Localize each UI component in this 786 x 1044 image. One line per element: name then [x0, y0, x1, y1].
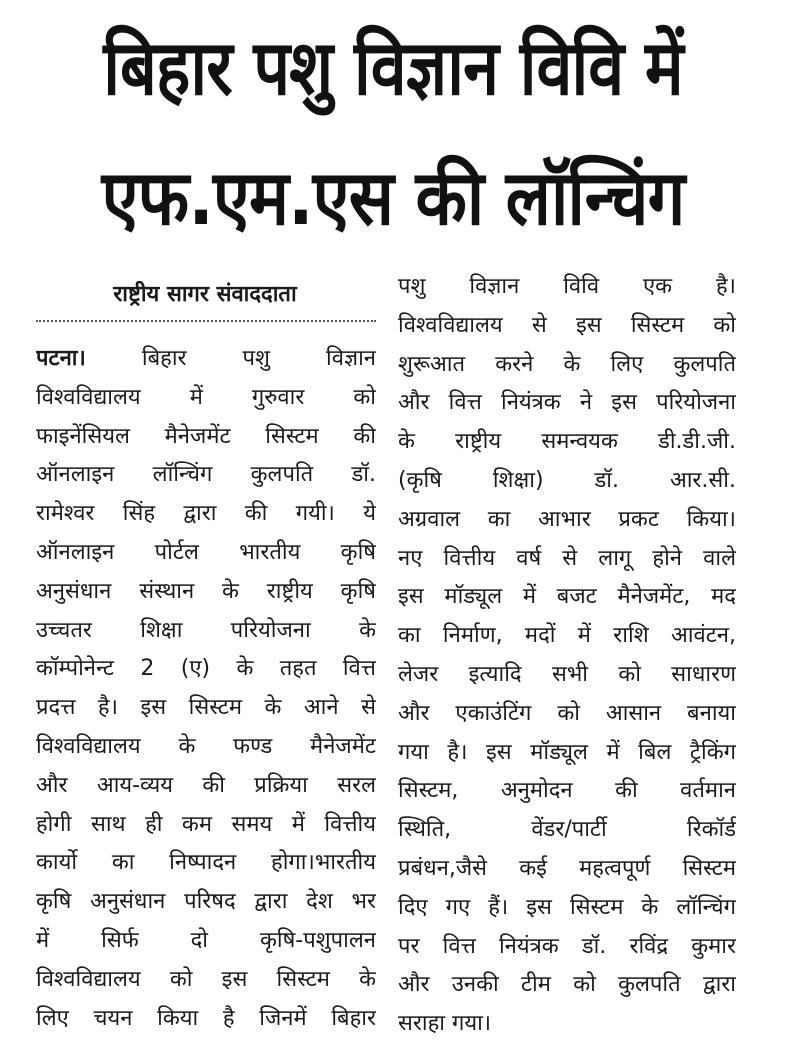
headline-line-2: एफ.एम.एस की लॉन्चिंग	[101, 153, 685, 242]
text-line: पटना। बिहार पशु विज्ञान	[36, 346, 376, 371]
headline-line-1: बिहार पशु विज्ञान विवि में	[103, 23, 683, 112]
text-line: सिस्टम, अनुमोदन की वर्तमान	[398, 778, 736, 804]
text-line: कार्यो का निष्पादन होगा।भारतीय	[36, 850, 376, 876]
dateline: पटना।	[36, 346, 86, 371]
text-line: विश्वविद्यालय के फण्ड मैनेजमेंट	[36, 733, 376, 759]
text-line: कॉम्पोनेन्ट 2 (ए) के तहत वित्त	[36, 656, 376, 682]
text-line: कृषि अनुसंधान परिषद द्वारा देश भर	[36, 889, 376, 915]
text-line: सराहा गया।	[398, 1011, 492, 1037]
article-column-right	[398, 268, 736, 1044]
text-line: फाइनेंसियल मैनेजमेंट सिस्टम की	[36, 423, 376, 449]
text-line: ऑनलाइन लॉन्चिंग कुलपति डॉ.	[36, 462, 376, 488]
text-line: और वित्त नियंत्रक ने इस परियोजना	[398, 390, 736, 416]
text-line: के राष्ट्रीय समन्वयक डी.डी.जी.	[398, 429, 736, 455]
text-line: रामेश्वर सिंह द्वारा की गयी। ये	[36, 501, 376, 527]
text-line: प्रदत्त है। इस सिस्टम के आने से	[36, 695, 376, 721]
text-line: (कृषि शिक्षा) डॉ. आर.सी.	[398, 467, 736, 493]
text-line: स्थिति, वेंडर/पार्टी रिकॉर्ड	[398, 817, 736, 843]
byline: राष्ट्रीय सागर संवाददाता	[113, 282, 297, 307]
text-line: दिए गए हैं। इस सिस्टम के लॉन्चिंग	[398, 894, 736, 920]
text-line: अनुसंधान संस्थान के राष्ट्रीय कृषि	[36, 578, 376, 604]
text-line: प्रबंधन,जैसे कई महत्वपूर्ण सिस्टम	[398, 855, 736, 881]
text-line: पर वित्त नियंत्रक डॉ. रविंद्र कुमार	[398, 933, 736, 959]
text-line: पशु विज्ञान विवि एक है।	[398, 274, 736, 299]
text-line: नए वित्तीय वर्ष से लागू होने वाले	[398, 545, 736, 571]
text-line: इस मॉड्यूल में बजट मैनेजमेंट, मद	[398, 584, 736, 610]
text-line: और आय-व्यय की प्रक्रिया सरल	[36, 772, 376, 798]
text-line: विश्वविद्यालय से इस सिस्टम को	[398, 312, 736, 338]
text-line: ऑनलाइन पोर्टल भारतीय कृषि	[36, 539, 376, 565]
text-line: विश्वविद्यालय को इस सिस्टम के	[36, 966, 376, 992]
text-line: शुरूआत करने के लिए कुलपति	[398, 351, 736, 377]
text-line: अग्रवाल का आभार प्रकट किया।	[398, 506, 736, 532]
byline-divider	[36, 320, 376, 322]
text-line: गया है। इस मॉड्यूल में बिल ट्रैकिंग	[398, 739, 736, 765]
text-line: और एकाउंटिंग को आसान बनाया	[398, 700, 736, 726]
text-line: में सिर्फ दो कृषि-पशुपालन	[36, 927, 376, 953]
text-line: लेजर इत्यादि सभी को साधारण	[398, 661, 736, 687]
text-line: उच्चतर शिक्षा परियोजना के	[36, 617, 376, 643]
text-line: लिए चयन किया है जिनमें बिहार	[36, 1005, 376, 1031]
text-line: का निर्माण, मदों में राशि आवंटन,	[398, 623, 736, 649]
text-line: होगी साथ ही कम समय में वित्तीय	[36, 811, 376, 837]
text-line: विश्वविद्यालय में गुरुवार को	[36, 384, 376, 410]
article-column-left	[36, 340, 376, 1038]
text-line: और उनकी टीम को कुलपति द्वारा	[398, 972, 736, 998]
